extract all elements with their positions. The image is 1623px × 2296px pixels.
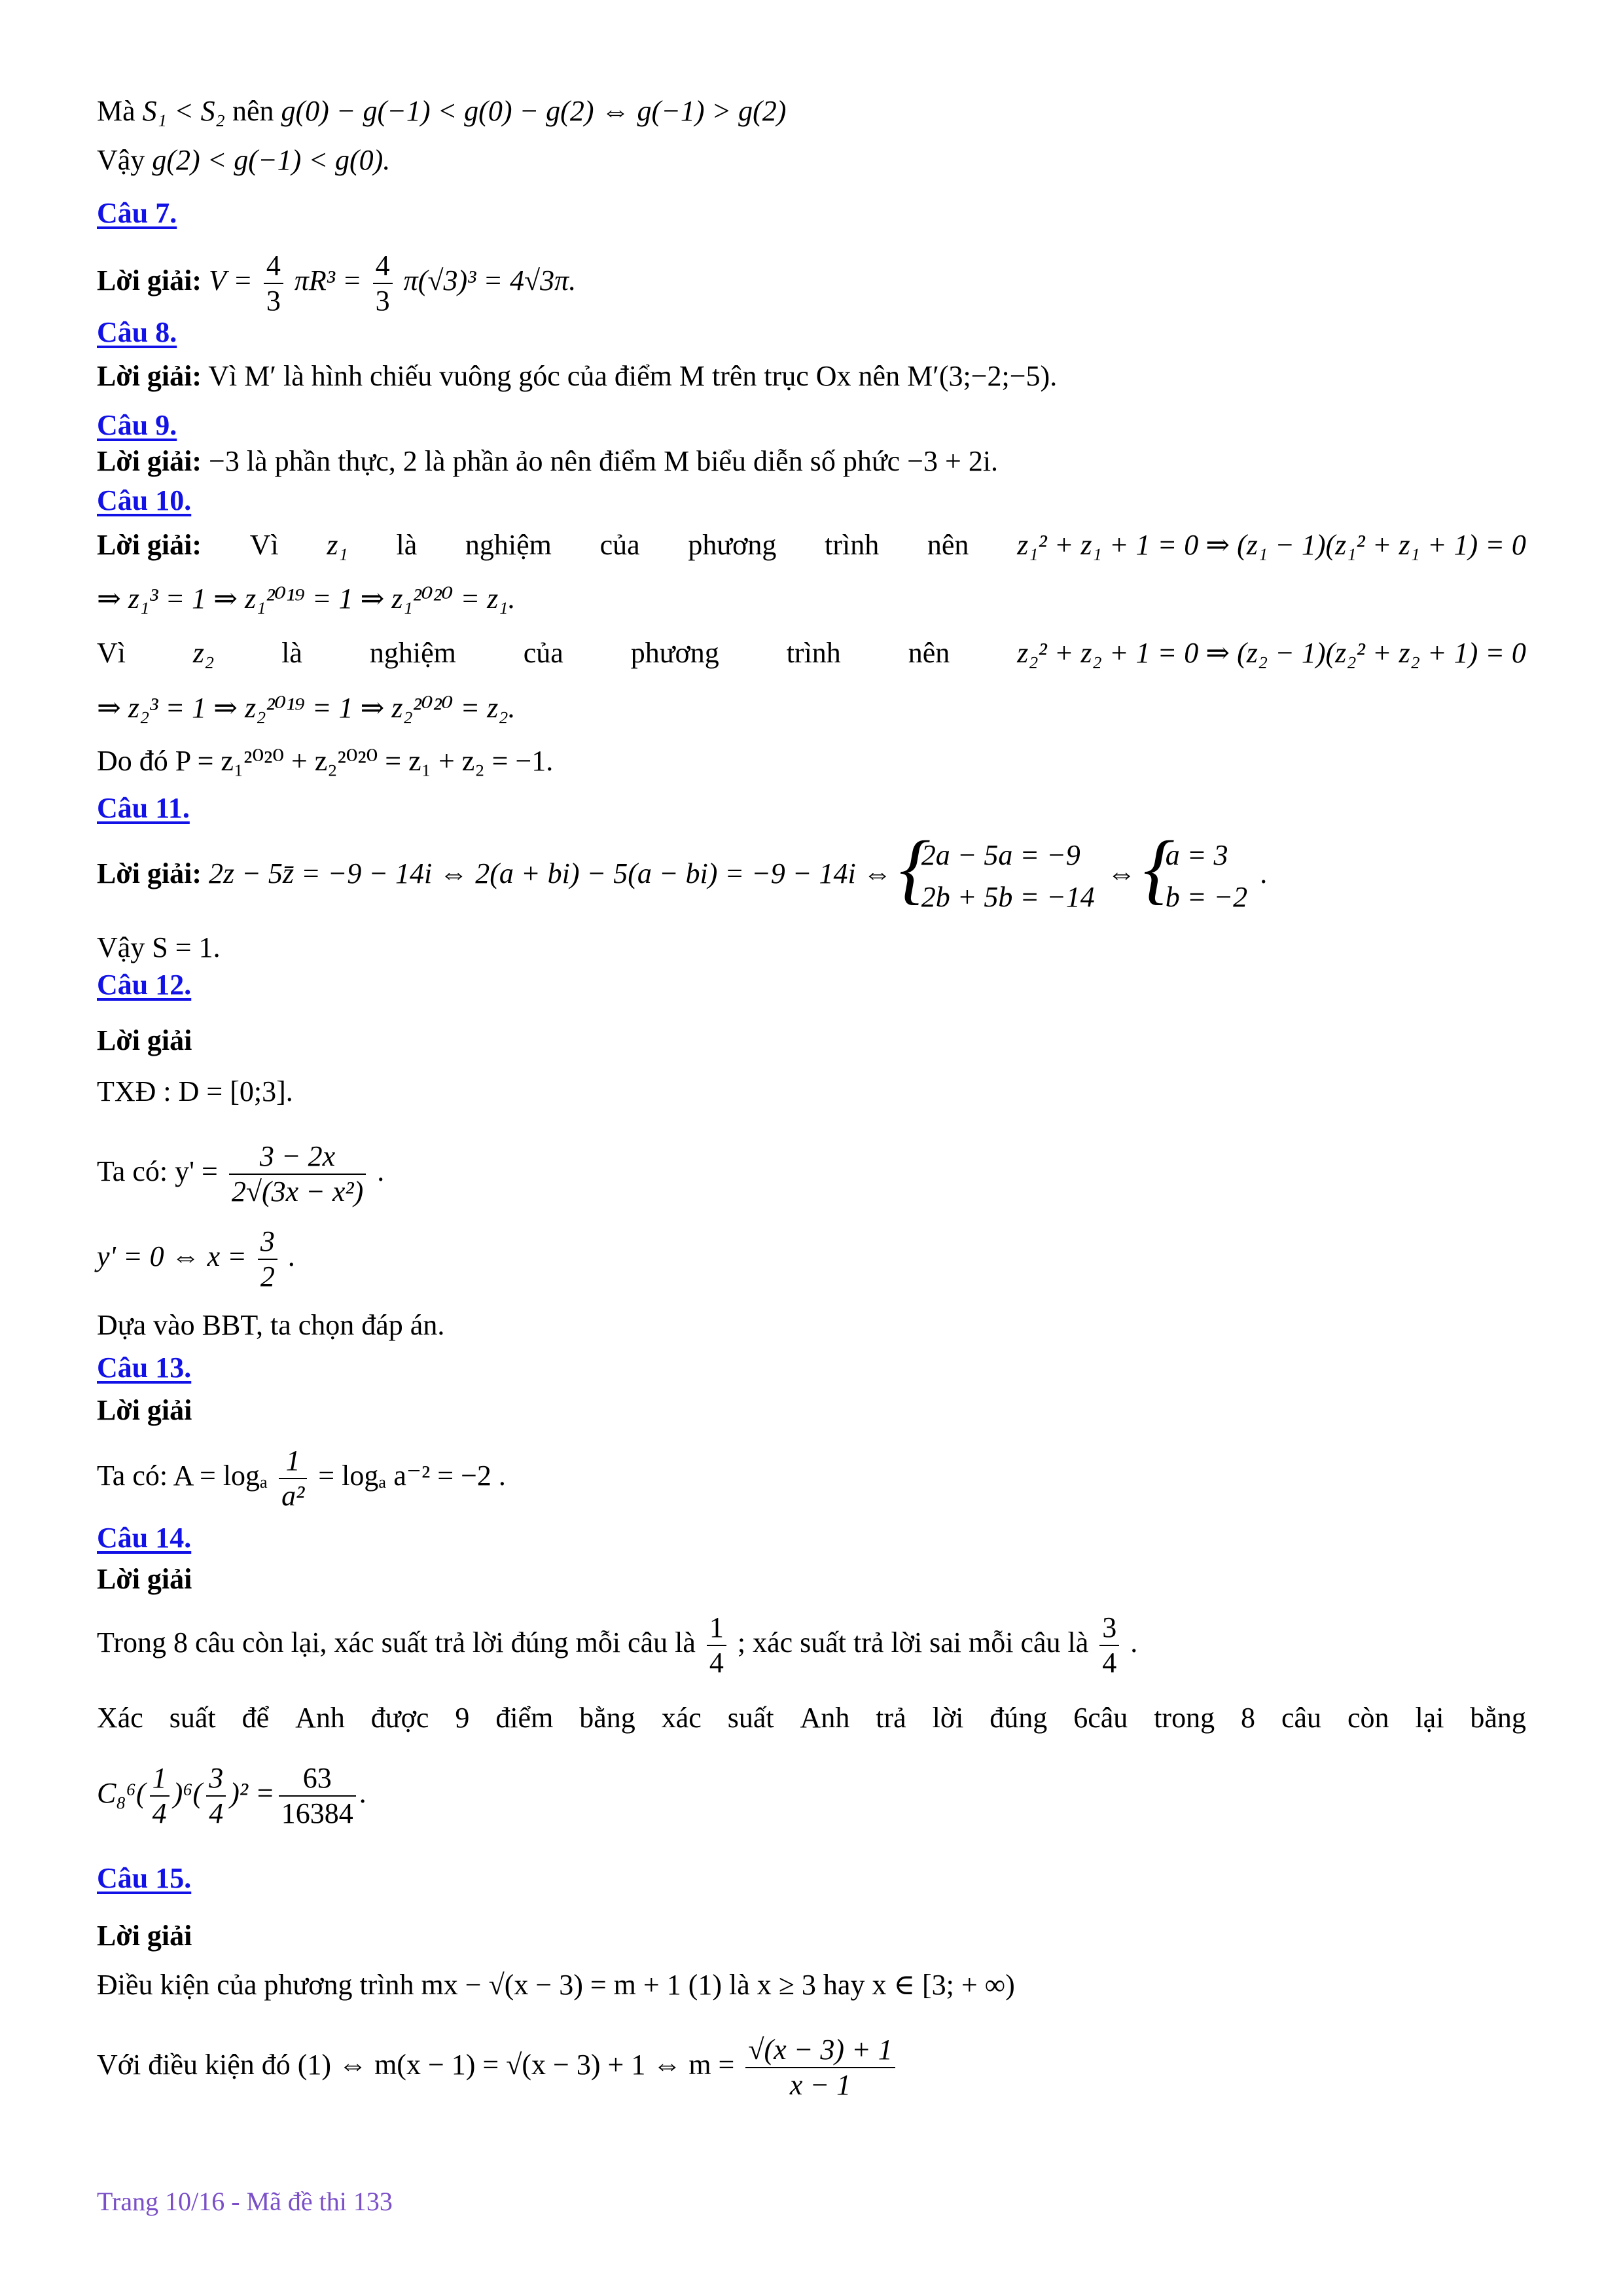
word: phương (688, 529, 777, 561)
q11-solution (97, 828, 1267, 920)
question-15-heading: Câu 15. (97, 1862, 192, 1894)
line-1 (97, 92, 786, 131)
q14-line-2 (97, 1698, 1526, 1738)
word: nghiệm (369, 637, 456, 669)
word: còn (1347, 1702, 1389, 1734)
question-9-heading: Câu 9. (97, 409, 177, 441)
question-13-heading: Câu 13. (97, 1352, 192, 1384)
question-11-heading: Câu 11. (97, 792, 190, 824)
fraction: $\frac{3}{2}$ (258, 1225, 277, 1294)
math: 2z − 5z̄ = −9 − 14i ⇔ 2(a + bi) − 5(a − bi) = −9 − 14i ⇔ (209, 857, 892, 889)
equation-system: { a = 3 b = −2 (1149, 834, 1247, 918)
q13-solution (97, 1437, 506, 1515)
fraction: $\frac{3 - 2x}{\text{2√(3x − x²)}}$ (229, 1139, 366, 1209)
math: V = (209, 264, 253, 297)
fraction: $\frac{√(x - 3) + 1}{x - 1}$ (745, 2033, 895, 2102)
word: lại (1415, 1702, 1444, 1734)
q9-solution (97, 442, 998, 481)
word: bằng (1470, 1702, 1526, 1734)
word: xác (661, 1702, 702, 1734)
math: y' = 0 ⇔ x = (97, 1240, 247, 1272)
q10-line-1 (97, 526, 1526, 565)
solution-label: Lời giải (97, 1024, 192, 1056)
word: trình (786, 637, 841, 669)
q11-conclusion: Vậy S = 1. (97, 931, 221, 963)
text: . (359, 1777, 367, 1809)
word: nghiệm (465, 529, 552, 561)
solution-label: Lời giải: (97, 445, 202, 477)
fraction: $\frac{3}{4}$ (206, 1761, 226, 1831)
question-12-heading: Câu 12. (97, 969, 192, 1001)
fraction: $\frac{4}{3}$ (264, 249, 283, 318)
q15-line-2 (97, 2019, 899, 2111)
text: nên (232, 95, 274, 127)
word: suất (169, 1702, 216, 1734)
q10-line-3 (97, 634, 1526, 673)
solution-label: Lời giải: (97, 529, 202, 561)
math: π(√3)³ = 4√3π. (403, 264, 577, 297)
word: Vì (97, 637, 126, 669)
q14-line-1 (97, 1604, 1137, 1682)
solution-label: Lời giải: (97, 857, 202, 889)
q15-label (97, 1916, 192, 1956)
math: g(0) − g(−1) < g(0) − g(2) ⇔ g(−1) > g(2) (281, 95, 787, 127)
word: để (241, 1702, 270, 1734)
word: bằng (579, 1702, 635, 1734)
word: trong (1154, 1702, 1215, 1734)
word: của (523, 637, 563, 669)
math: C₈⁶( (97, 1777, 146, 1809)
solution-label: Lời giải (97, 1920, 192, 1952)
word: Anh (295, 1702, 345, 1734)
page-footer: Trang 10/16 - Mã đề thi 133 (97, 2187, 393, 2216)
math: Ta có: y' = (97, 1155, 218, 1187)
math: πR³ = (294, 264, 362, 297)
text: . (1130, 1626, 1138, 1659)
word: trình (825, 529, 880, 561)
word: đúng (990, 1702, 1048, 1734)
q14-line-3 (97, 1754, 367, 1833)
math: )² = (230, 1777, 275, 1809)
word: Xác (97, 1702, 143, 1734)
word: 6câu (1073, 1702, 1128, 1734)
question-10-heading: Câu 10. (97, 484, 192, 516)
math: ⇔ (1107, 857, 1136, 889)
fraction: $\frac{1}{4}$ (707, 1611, 726, 1680)
word: nên (908, 637, 950, 669)
q14-label (97, 1560, 192, 1599)
equation-system: { 2a − 5a = −9 2b + 5b = −14 (904, 834, 1095, 918)
text: ; xác suất trả lời sai mỗi câu là (737, 1626, 1089, 1659)
q10-line-5: Do đó P = z₁²⁰²⁰ + z₂²⁰²⁰ = z₁ + z₂ = −1. (97, 745, 554, 777)
math: g(2) < g(−1) < g(0). (152, 144, 391, 176)
word: nên (927, 529, 969, 561)
q12-critical-point: y' = 0 ⇔ x = $\frac{3}{2}$ . (97, 1225, 296, 1293)
fraction: $\frac{1}{\text{a²}}$ (279, 1444, 307, 1513)
text: Trong 8 câu còn lại, xác suất trả lời đúng mỗi câu là (97, 1626, 696, 1659)
word: được (370, 1702, 429, 1734)
math: S₁ < S₂ (142, 95, 225, 127)
q8-solution (97, 357, 1057, 396)
word: Vì (249, 529, 279, 561)
q12-derivative (97, 1126, 384, 1217)
question-7-heading: Câu 7. (97, 197, 177, 229)
text: . (377, 1155, 385, 1187)
solution-label: Lời giải: (97, 264, 202, 297)
math: Với điều kiện đó (1) ⇔ m(x − 1) = √(x − 3) + 1 ⇔ m = (97, 2049, 735, 2081)
math: Ta có: A = logₐ (97, 1460, 268, 1492)
q12-bbt: Dựa vào BBT, ta chọn đáp án. (97, 1309, 445, 1341)
text: . (1260, 857, 1268, 889)
word: phương (630, 637, 719, 669)
q10-line-2: ⇒ z₁³ = 1 ⇒ z₁²⁰¹⁹ = 1 ⇒ z₁²⁰²⁰ = z₁. (97, 583, 516, 615)
solution-label: Lời giải: (97, 360, 202, 392)
word: câu (1281, 1702, 1322, 1734)
word: trả (876, 1702, 906, 1734)
text: Mà (97, 95, 135, 127)
math: = logₐ a⁻² = −2 . (318, 1460, 506, 1492)
text: Vậy (97, 144, 145, 176)
word: là (396, 529, 418, 561)
solution-label: Lời giải (97, 1563, 192, 1595)
word: z₁ (327, 529, 348, 561)
line-2 (97, 141, 390, 180)
question-8-heading: Câu 8. (97, 316, 177, 348)
text: Vì M′ là hình chiếu vuông góc của điểm M trên trục Ox nên M′(3;−2;−5). (208, 360, 1058, 392)
fraction: $\frac{3}{4}$ (1099, 1611, 1119, 1680)
math: z₂² + z₂ + 1 = 0 ⇒ (z₂ − 1)(z₂² + z₂ + 1) = 0 (1017, 637, 1526, 669)
q13-label (97, 1391, 192, 1430)
word: lời (932, 1702, 964, 1734)
text: −3 là phần thực, 2 là phần ảo nên điểm M biểu diễn số phức −3 + 2i. (209, 445, 999, 477)
q12-domain: TXĐ : D = [0;3]. (97, 1075, 293, 1107)
q15-line-1: Điều kiện của phương trình mx − √(x − 3) = m + 1 (1) là x ≥ 3 hay x ∈ [3; + ∞) (97, 1969, 1015, 2001)
word: 8 (1241, 1702, 1256, 1734)
fraction: $\frac{4}{3}$ (373, 249, 393, 318)
q10-line-4: ⇒ z₂³ = 1 ⇒ z₂²⁰¹⁹ = 1 ⇒ z₂²⁰²⁰ = z₂. (97, 692, 516, 724)
word: điểm (495, 1702, 554, 1734)
solution-label: Lời giải (97, 1394, 192, 1426)
math: z₁² + z₁ + 1 = 0 ⇒ (z₁ − 1)(z₁² + z₁ + 1) = 0 (1017, 529, 1526, 561)
word: của (599, 529, 640, 561)
fraction: $\frac{1}{4}$ (150, 1761, 169, 1831)
q7-solution (97, 249, 576, 318)
fraction: $\frac{63}{16384}$ (279, 1761, 356, 1831)
word: là (281, 637, 302, 669)
word: 9 (455, 1702, 470, 1734)
math: )⁶( (173, 1777, 203, 1809)
word: z₂ (192, 637, 215, 669)
question-14-heading: Câu 14. (97, 1522, 192, 1554)
q12-label (97, 1021, 192, 1060)
word: suất (727, 1702, 774, 1734)
word: Anh (800, 1702, 850, 1734)
